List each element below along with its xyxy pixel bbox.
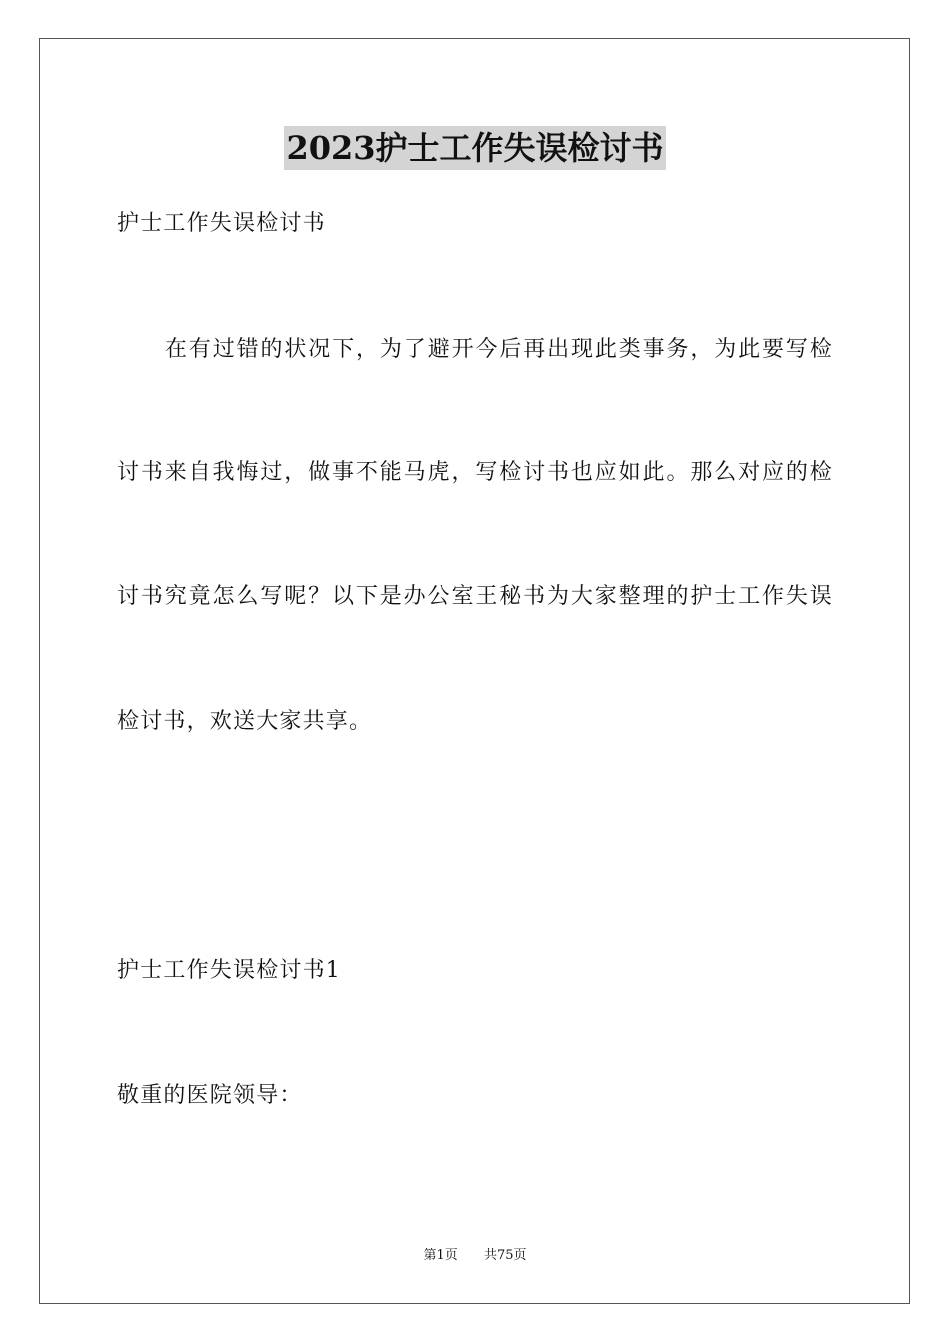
salutation-line: 敬重的医院领导： bbox=[117, 1083, 303, 1108]
section-heading: 护士工作失误检讨书1 bbox=[117, 958, 341, 983]
document-title: 2023护士工作失误检讨书 bbox=[284, 126, 665, 170]
page-number: 第1页 bbox=[423, 1248, 458, 1263]
title-area bbox=[0, 126, 950, 170]
paragraph-line-3: 讨书究竟怎么写呢？以下是办公室王秘书为大家整理的护士工作失误 bbox=[117, 584, 833, 609]
total-pages: 共75页 bbox=[484, 1248, 527, 1263]
subtitle-line: 护士工作失误检讨书 bbox=[117, 211, 326, 236]
page-footer bbox=[0, 1246, 950, 1266]
paragraph-line-2: 讨书来自我悔过，做事不能马虎，写检讨书也应如此。那么对应的检 bbox=[117, 460, 833, 485]
paragraph-line-1: 在有过错的状况下，为了避开今后再出现此类事务，为此要写检 bbox=[165, 337, 833, 362]
paragraph-line-4: 检讨书，欢送大家共享。 bbox=[117, 709, 373, 734]
